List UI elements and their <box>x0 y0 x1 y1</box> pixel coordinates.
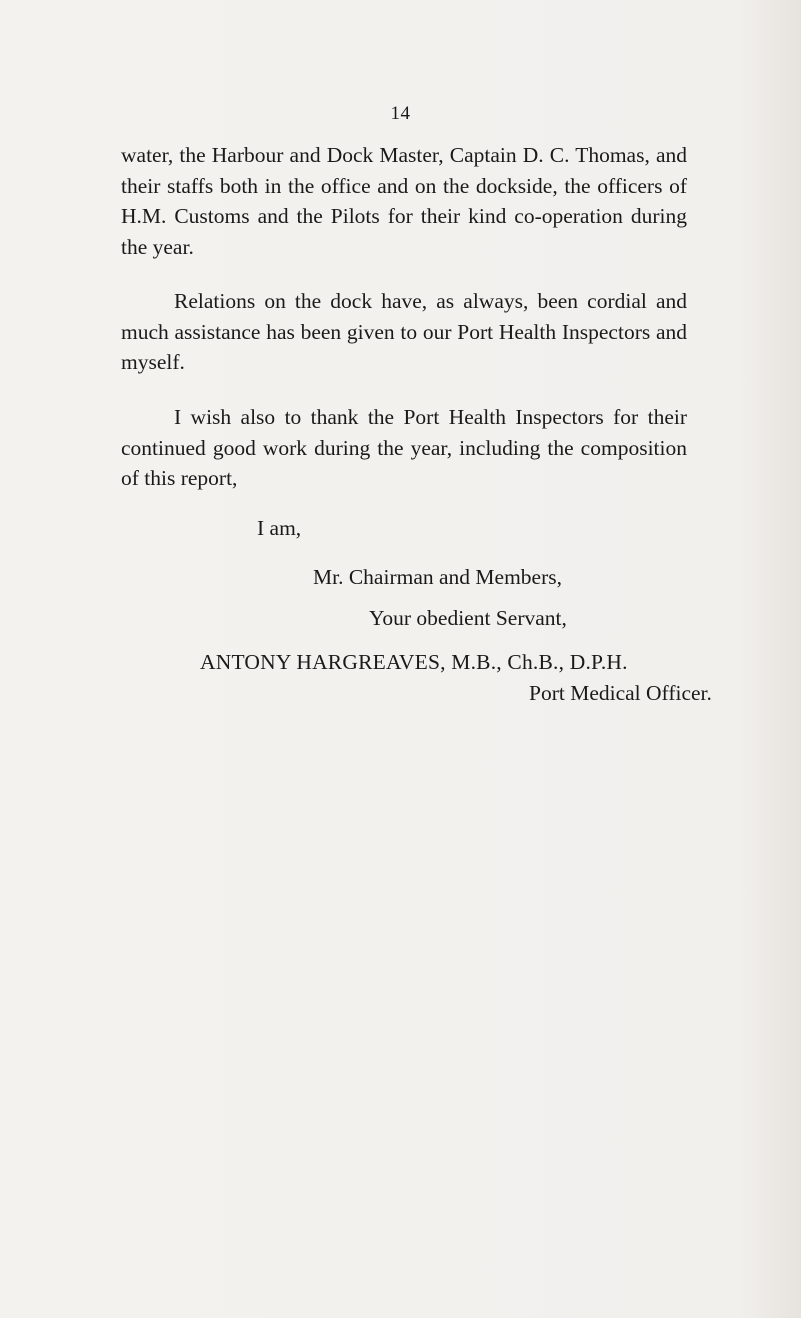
paragraph-continuation: water, the Harbour and Dock Master, Captain D. C. Thomas, and their staffs both in the office and on the dockside, the officers of H.M. Customs and the Pilots for their kind co-operation during the year. <box>121 143 687 259</box>
closing-valediction: Your obedient Servant, <box>369 606 567 630</box>
paragraph-thanks-inspectors: I wish also to thank the Port Health Inspectors for their continued good work during the year, including the composition of this report, <box>121 405 687 490</box>
closing-addressee: Mr. Chairman and Members, <box>313 565 562 589</box>
paragraph-dock-relations: Relations on the dock have, as always, been cordial and much assistance has been given to our Port Health Inspectors and myself. <box>121 289 687 374</box>
signature-title: Port Medical Officer. <box>529 681 712 705</box>
signature-name: ANTONY HARGREAVES, M.B., Ch.B., D.P.H. <box>200 650 628 674</box>
page-number: 14 <box>390 103 411 124</box>
closing-salutation: I am, <box>257 516 302 540</box>
